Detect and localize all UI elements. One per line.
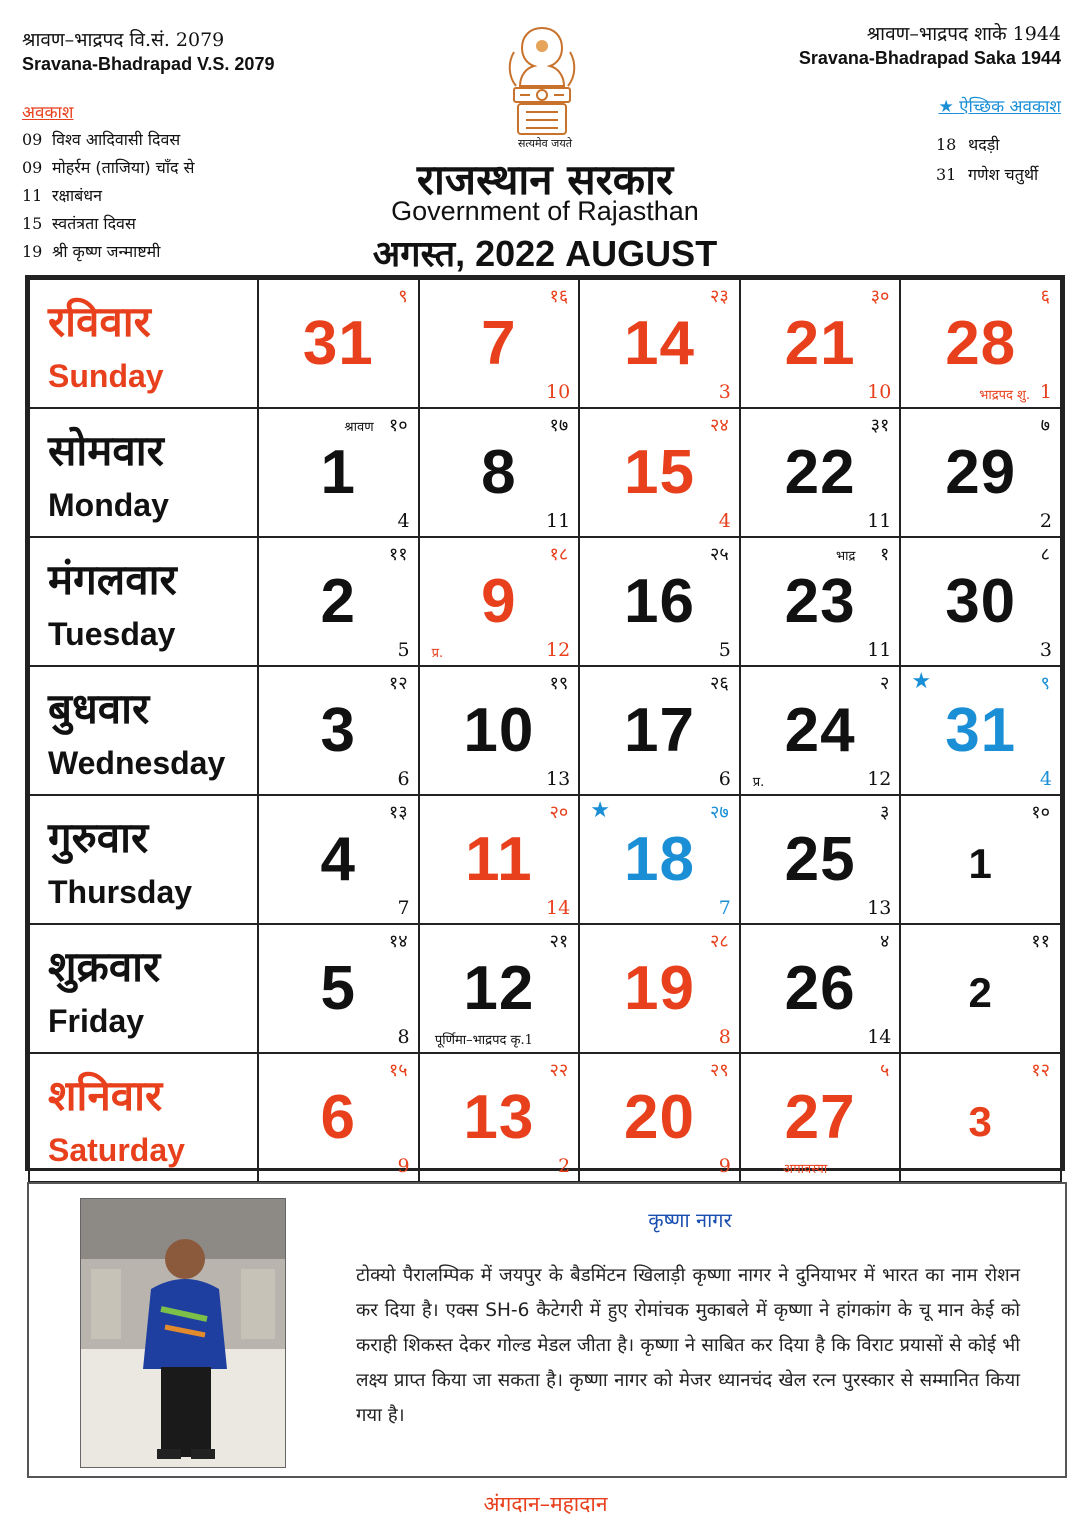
tithi-number: २२	[549, 1060, 569, 1081]
optional-holiday-item: 31 गणेश चतुर्थी	[936, 165, 1039, 184]
vikram-samvat-hindi: श्रावण–भाद्रपद वि.सं. 2079	[22, 29, 225, 51]
optional-holiday-star-icon: ★	[911, 669, 932, 694]
date-number: 31	[302, 309, 374, 378]
optional-holiday-item: 18 थदड़ी	[936, 135, 1000, 154]
tithi-number: १३	[388, 802, 408, 823]
saka-english: Sravana-Bhadrapad Saka 1944	[798, 48, 1061, 68]
day-name-hindi: बुधवार	[48, 684, 150, 733]
date-cell	[258, 1053, 419, 1182]
tithi-number: २७	[710, 802, 729, 823]
date-cell	[900, 924, 1061, 1053]
tithi-number: १६	[549, 286, 569, 307]
day-name-hindi: मंगलवार	[48, 555, 177, 604]
tithi-number: १२	[388, 673, 408, 694]
date-number: 28	[945, 309, 1017, 378]
tithi-number: १४	[388, 931, 408, 952]
day-name-hindi: शुक्रवार	[48, 942, 161, 991]
date-number: 17	[624, 696, 695, 765]
month-start-label: श्रावण	[344, 420, 374, 435]
date-cell	[900, 408, 1061, 537]
nakshatra-number: 12	[546, 639, 571, 661]
date-number: 1	[320, 438, 357, 507]
date-note: पूर्णिमा–भाद्रपद कृ.1	[434, 1033, 533, 1048]
tithi-number: ३१	[870, 415, 890, 436]
tithi-number: २८	[710, 931, 729, 952]
date-cell	[579, 279, 740, 408]
date-cell	[419, 1053, 580, 1182]
holidays-list	[22, 126, 194, 266]
date-number: 2	[320, 567, 357, 636]
date-cell	[900, 279, 1061, 408]
date-cell	[900, 1053, 1061, 1182]
date-number: 1	[968, 840, 993, 887]
tithi-number: २१	[549, 931, 569, 952]
day-name-english: Friday	[48, 1003, 145, 1039]
nakshatra-number: 1	[1039, 381, 1052, 403]
motto: सत्यमेव जयते	[517, 137, 572, 150]
tithi-number: ९	[398, 286, 408, 307]
tithi-number: ५	[880, 1060, 890, 1081]
tithi-number: ३	[880, 802, 890, 823]
tithi-number: १७	[549, 415, 569, 436]
holiday-item: 15 स्वतंत्रता दिवस	[22, 214, 136, 233]
date-number: 2	[968, 969, 993, 1016]
day-label-wednesday	[29, 666, 258, 795]
day-name-hindi: रविवार	[48, 297, 151, 346]
tithi-number: २३	[710, 286, 729, 307]
date-number: 4	[320, 825, 357, 894]
tithi-number: १५	[388, 1060, 408, 1081]
nakshatra-number: 2	[558, 1155, 571, 1177]
day-label-saturday	[29, 1053, 258, 1182]
day-name-hindi: सोमवार	[48, 426, 164, 475]
tithi-number: १	[880, 544, 890, 565]
date-number: 12	[463, 954, 535, 1023]
tithi-number: ४	[880, 931, 890, 952]
date-note: प्र.	[431, 646, 444, 661]
date-cell	[579, 924, 740, 1053]
tithi-number: २९	[710, 1060, 729, 1081]
tithi-number: ११	[388, 544, 408, 565]
date-note: भाद्रपद शु.	[979, 388, 1030, 403]
date-cell	[258, 795, 419, 924]
date-cell	[740, 666, 901, 795]
date-cell	[419, 408, 580, 537]
star-icon: ★	[938, 97, 954, 117]
day-name-english: Sunday	[48, 358, 164, 394]
athlete-photo	[80, 1198, 286, 1468]
date-cell	[258, 666, 419, 795]
date-cell	[419, 537, 580, 666]
nakshatra-number: 11	[867, 510, 892, 532]
nakshatra-number: 3	[718, 381, 731, 403]
tithi-number: १०	[388, 415, 408, 436]
date-number: 7	[481, 309, 517, 378]
date-cell	[740, 537, 901, 666]
week-row-friday	[29, 924, 1061, 1053]
nakshatra-number: 14	[867, 1026, 892, 1048]
nakshatra-number: 5	[397, 639, 410, 661]
date-number: 13	[463, 1083, 535, 1152]
government-title-hindi: राजस्थान सरकार	[416, 155, 674, 204]
date-number: 18	[624, 825, 695, 894]
holiday-item: 19 श्री कृष्ण जन्माष्टमी	[22, 242, 161, 261]
day-name-hindi: शनिवार	[48, 1071, 163, 1120]
week-row-wednesday	[29, 666, 1061, 795]
tithi-number: ८	[1040, 544, 1050, 565]
tithi-number: २५	[710, 544, 729, 565]
week-row-thursday	[29, 795, 1061, 924]
date-cell	[419, 795, 580, 924]
date-cell	[258, 408, 419, 537]
date-cell	[258, 924, 419, 1053]
nakshatra-number: 5	[718, 639, 731, 661]
nakshatra-number: 4	[1039, 768, 1052, 790]
day-label-monday	[29, 408, 258, 537]
date-number: 3	[320, 696, 357, 765]
optional-holiday-star-icon: ★	[590, 798, 610, 823]
tithi-number: ३०	[870, 286, 890, 307]
date-number: 21	[784, 309, 856, 378]
date-number: 26	[784, 954, 856, 1023]
nakshatra-number: 12	[867, 768, 892, 790]
date-number: 22	[784, 438, 856, 507]
week-row-saturday	[29, 1053, 1061, 1182]
state-emblem-icon	[500, 22, 584, 140]
nakshatra-number: 6	[397, 768, 410, 790]
tithi-number: ६	[1040, 286, 1050, 307]
footer-slogan: अंगदान–महादान	[483, 1492, 608, 1516]
date-number: 3	[968, 1098, 993, 1145]
date-number: 27	[784, 1083, 856, 1152]
nakshatra-number: 10	[546, 381, 571, 403]
panel-text: टोक्यो पैरालम्पिक में जयपुर के बैडमिंटन खिलाड़ी कृष्णा नागर ने दुनियाभर में भारत का नाम रोशन कर दिया है। एक्स SH-6 कैटेगरी में हुए रोमांचक मुकाबले में कृष्णा ने हांगकांग के चू मान केई को कराही शिकस्त देकर गोल्ड मेडल जीता है। कृष्णा ने साबित कर दिया है कि विराट प्रयासों से कोई भी लक्ष्य प्राप्त किया जा सकता है। कृष्णा नागर को मेजर ध्यानचंद खेल रत्न पुरस्कार से सम्मानित किया गया है।	[356, 1265, 1020, 1426]
date-number: 29	[945, 438, 1017, 507]
tithi-number: १९	[549, 673, 569, 694]
date-cell	[419, 666, 580, 795]
optional-holidays-list	[936, 130, 1038, 190]
date-cell	[579, 795, 740, 924]
nakshatra-number: 13	[867, 897, 892, 919]
nakshatra-number: 7	[718, 897, 731, 919]
date-number: 25	[784, 825, 856, 894]
date-cell	[900, 666, 1061, 795]
tithi-number: १२	[1031, 1060, 1050, 1081]
date-number: 30	[945, 567, 1017, 636]
holiday-item: 09 मोहर्रम (ताजिया) चाँद से	[22, 158, 195, 177]
date-cell	[419, 279, 580, 408]
saka-hindi: श्रावण–भाद्रपद शाके 1944	[866, 23, 1061, 45]
day-name-english: Tuesday	[48, 616, 176, 652]
nakshatra-number: 11	[546, 510, 571, 532]
nakshatra-number: 3	[1039, 639, 1052, 661]
nakshatra-number: 6	[718, 768, 731, 790]
date-cell	[258, 279, 419, 408]
tithi-number: ७	[1040, 415, 1050, 436]
day-name-english: Wednesday	[48, 745, 226, 781]
tithi-number: १८	[549, 544, 569, 565]
nakshatra-number: 4	[718, 510, 731, 532]
day-label-thursday	[29, 795, 258, 924]
date-number: 20	[624, 1083, 695, 1152]
date-note: प्र.	[752, 775, 765, 790]
date-number: 14	[624, 309, 695, 378]
day-label-tuesday	[29, 537, 258, 666]
date-number: 15	[624, 438, 695, 507]
nakshatra-number: 14	[546, 897, 571, 919]
nakshatra-number: 2	[1039, 510, 1052, 532]
month-title: अगस्त, 2022 AUGUST	[372, 233, 718, 274]
nakshatra-number: 11	[867, 639, 892, 661]
date-number: 23	[784, 567, 856, 636]
date-cell	[740, 795, 901, 924]
date-number: 24	[784, 696, 856, 765]
tithi-number: ९	[1040, 673, 1050, 694]
tithi-number: २	[880, 673, 890, 694]
week-row-monday	[29, 408, 1061, 537]
day-label-sunday	[29, 279, 258, 408]
government-title-english: Government of Rajasthan	[391, 196, 699, 226]
date-cell	[740, 1053, 901, 1182]
tithi-number: २०	[549, 802, 569, 823]
day-name-english: Saturday	[48, 1132, 185, 1168]
date-note: अमावस्या	[782, 1162, 828, 1177]
nakshatra-number: 8	[397, 1026, 410, 1048]
week-row-sunday	[29, 279, 1061, 408]
day-label-friday	[29, 924, 258, 1053]
date-cell	[900, 795, 1061, 924]
date-cell	[258, 537, 419, 666]
nakshatra-number: 7	[397, 897, 410, 919]
nakshatra-number: 8	[718, 1026, 731, 1048]
tithi-number: २४	[710, 415, 729, 436]
tithi-number: २६	[710, 673, 729, 694]
nakshatra-number: 9	[718, 1155, 731, 1177]
optional-holidays-title: ★ ऐच्छिक अवकाश	[938, 97, 1061, 117]
date-cell	[740, 924, 901, 1053]
date-cell	[579, 408, 740, 537]
nakshatra-number: 9	[397, 1155, 410, 1177]
week-row-tuesday	[29, 537, 1061, 666]
date-number: 16	[624, 567, 695, 636]
date-cell	[740, 279, 901, 408]
date-number: 10	[463, 696, 535, 765]
day-name-hindi: गुरुवार	[48, 813, 149, 862]
holidays-title: अवकाश	[22, 103, 74, 123]
date-number: 11	[465, 825, 533, 894]
tithi-number: १०	[1031, 802, 1050, 823]
date-number: 8	[481, 438, 517, 507]
date-number: 31	[945, 696, 1017, 765]
vikram-samvat-english: Sravana-Bhadrapad V.S. 2079	[22, 54, 275, 74]
date-cell	[419, 924, 580, 1053]
date-cell	[579, 537, 740, 666]
date-cell	[579, 666, 740, 795]
day-name-english: Monday	[48, 487, 169, 523]
date-number: 5	[320, 954, 357, 1023]
panel-title: कृष्णा नागर	[648, 1208, 732, 1232]
calendar-grid	[25, 275, 1065, 1177]
date-cell	[900, 537, 1061, 666]
date-number: 6	[320, 1083, 357, 1152]
month-start-label: भाद्र	[835, 549, 856, 564]
date-cell	[740, 408, 901, 537]
nakshatra-number: 4	[397, 510, 410, 532]
date-number: 19	[624, 954, 695, 1023]
holiday-item: 09 विश्व आदिवासी दिवस	[22, 130, 181, 149]
date-cell	[579, 1053, 740, 1182]
holiday-item: 11 रक्षाबंधन	[22, 186, 103, 205]
date-number: 9	[481, 567, 517, 636]
nakshatra-number: 10	[867, 381, 892, 403]
tithi-number: ११	[1031, 931, 1050, 952]
day-name-english: Thursday	[48, 874, 193, 910]
nakshatra-number: 13	[546, 768, 571, 790]
